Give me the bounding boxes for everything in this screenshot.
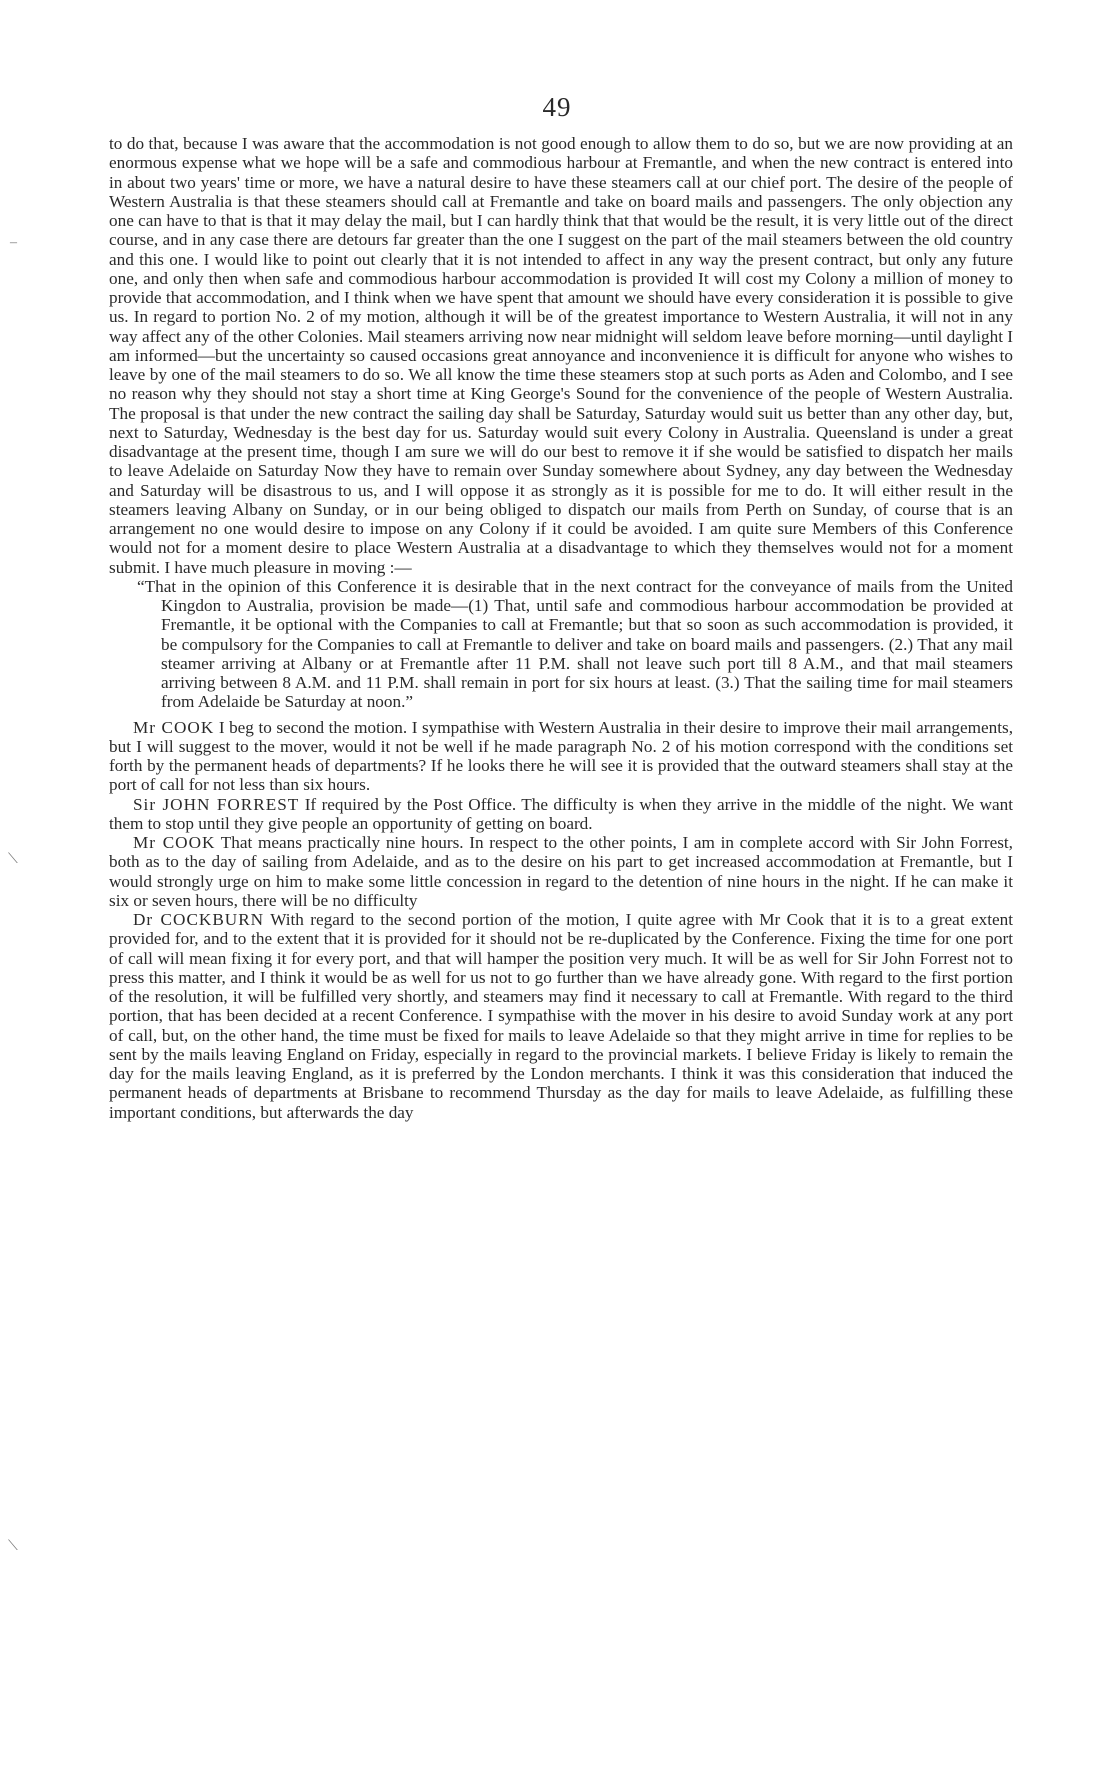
document-body [109, 134, 1013, 1122]
page-number: 49 [542, 92, 572, 122]
margin-stroke-mark-2: ⟍ [8, 1539, 18, 1554]
speech-cockburn [109, 910, 1013, 1122]
speaker-name: Mr COOK [133, 833, 216, 852]
speech-cook-2 [109, 833, 1013, 910]
speaker-name: Mr COOK [133, 717, 215, 737]
speech-cook-1 [109, 718, 1013, 795]
speech-forrest [109, 795, 1013, 834]
resolution-text: “That in the opinion of this Conference it is desirable that in the next contract for the conveyance of mails from the United Kingdon to Australia, provision be made—(1) That, until safe and commodious harbour accommodation be provided at Fremantle, it be optional with the Companies to call at Fremantle; but that so soon as such accommodation is provided, it be compulsory for the Companies to call at Fremantle to deliver and take on board mails and passengers. (2.) That any mail steamer arriving at Albany or at Fremantle after 11 P.M. shall not leave such port till 8 A.M., and that mail steamers arriving between 8 A.M. and 11 P.M. shall remain in port for six hours at least. (3.) That the sailing time for mail steamers from Adelaide be Saturday at noon.” [137, 576, 1013, 712]
speech-text: With regard to the second portion of the motion, I quite agree with Mr Cook that it is to a great extent provided for, and to the extent that it is provided for it should not be re-duplicated by the Conference. Fixing the time for one port of call will mean fixing it for every port, and that will hamper the position very much. It will be as well for Sir John Forrest not to press this matter, and I think it would be as well for us not to go further than we have already gone. With regard to the first portion of the resolution, it will be fulfilled very shortly, and steamers may find it necessary to call at Fremantle. With regard to the third portion, that has been decided at a recent Conference. I sympathise with the mover in his desire to avoid Sunday work at any port of call, but, on the other hand, the time must be fixed for mails to leave Adelaide so that they might arrive in time for replies to be sent by the mails leaving England on Friday, especially in regard to the provincial markets. I believe Friday is likely to remain the day for the mails leaving England, as it is preferred by the London merchants. I think it was this consideration that induced the permanent heads of departments at Brisbane to recommend Thursday as the day for mails to leave Adelaide, as fulfilling these important conditions, but afterwards the day [109, 910, 1014, 1122]
speech-text: That means practically nine hours. In respect to the other points, I am in complete accord with Sir John Forrest, both as to the day of sailing from Adelaide, and as to the desire on his part to get increased accommodation at Fremantle, but I would strongly urge on him to make some little concession in regard to the detention of nine hours in the night. If he can make it six or seven hours, there will be no difficulty [109, 833, 1013, 910]
margin-stroke-mark: ⟍ [8, 852, 18, 867]
speaker-name: Sir JOHN FORREST [133, 794, 300, 814]
margin-dash-mark: – [10, 235, 17, 250]
opening-paragraph: to do that, because I was aware that the accommodation is not good enough to allow them to do so, but we are now providing at an enormous expense what we hope will be a safe and commodious harbour at Fremantle, and when the new contract is entered into in about two years' time or more, we have a natural desire to have these steamers call at our chief port. The desire of the people of Western Australia is that these steamers should call at Fremantle and take on board mails and passengers. The only objection any one can have to that is that it may delay the mail, but I can hardly think that that would be the result, it is very little out of the direct course, and in any case there are detours far greater than the one I suggest on the part of the mail steamers between the old country and this one. I would like to point out clearly that it is not intended to affect in any way the present contract, but only any future one, and only then when safe and commodious harbour accommodation is provided It will cost my Colony a million of money to provide that accommodation, and I think when we have spent that amount we should have every consideration it is possible to give us. In regard to portion No. 2 of my motion, although it will be of the greatest importance to Western Australia, it will not in any way affect any of the other Colonies. Mail steamers arriving now near midnight will seldom leave before morning—until daylight I am informed—but the uncertainty so caused occasions great annoyance and inconvenience it is difficult for anyone who wishes to leave by one of the mail steamers to do so. We all know the time these steamers stop at such ports as Aden and Colombo, and I see no reason why they should not stay a short time at King George's Sound for the convenience of the people of Western Australia. The proposal is that under the new contract the sailing day shall be Saturday, Saturday would suit us better than any other day, but, next to Saturday, Wednesday is the best day for us. Saturday would suit every Colony in Australia. Queensland is under a great disadvantage at the present time, though I am sure we will do our best to remove it if she would be satisfied to dispatch her mails to leave Adelaide on Saturday Now they have to remain over Sunday somewhere about Sydney, any day between the Wednesday and Saturday will be disastrous to us, and I will oppose it as strongly as it is possible for me to do. It will either result in the steamers leaving Albany on Sunday, or in our being obliged to dispatch our mails from Perth on Sunday, of course that is an arrangement no one would desire to impose on any Colony if it could be avoided. I am quite sure Members of this Conference would not for a moment desire to place Western Australia at a disadvantage to which they themselves would not for a moment submit. I have much pleasure in moving :— [109, 134, 1013, 577]
motion-resolution [109, 577, 1013, 712]
speech-text: I beg to second the motion. I sympathise with Western Australia in their desire to improve their mail arrangements, but I will suggest to the mover, would it not be well if he made paragraph No. 2 of his motion correspond with the conditions set forth by the permanent heads of departments? If he looks there he will see it is provided that the outward steamers shall stay at the port of call for not less than six hours. [109, 717, 1013, 795]
speaker-name: Dr COCKBURN [133, 910, 265, 929]
speech-text: If required by the Post Office. The difficulty is when they arrive in the middle of the night. We want them to stop until they give people an opportunity of getting on board. [109, 794, 1014, 833]
